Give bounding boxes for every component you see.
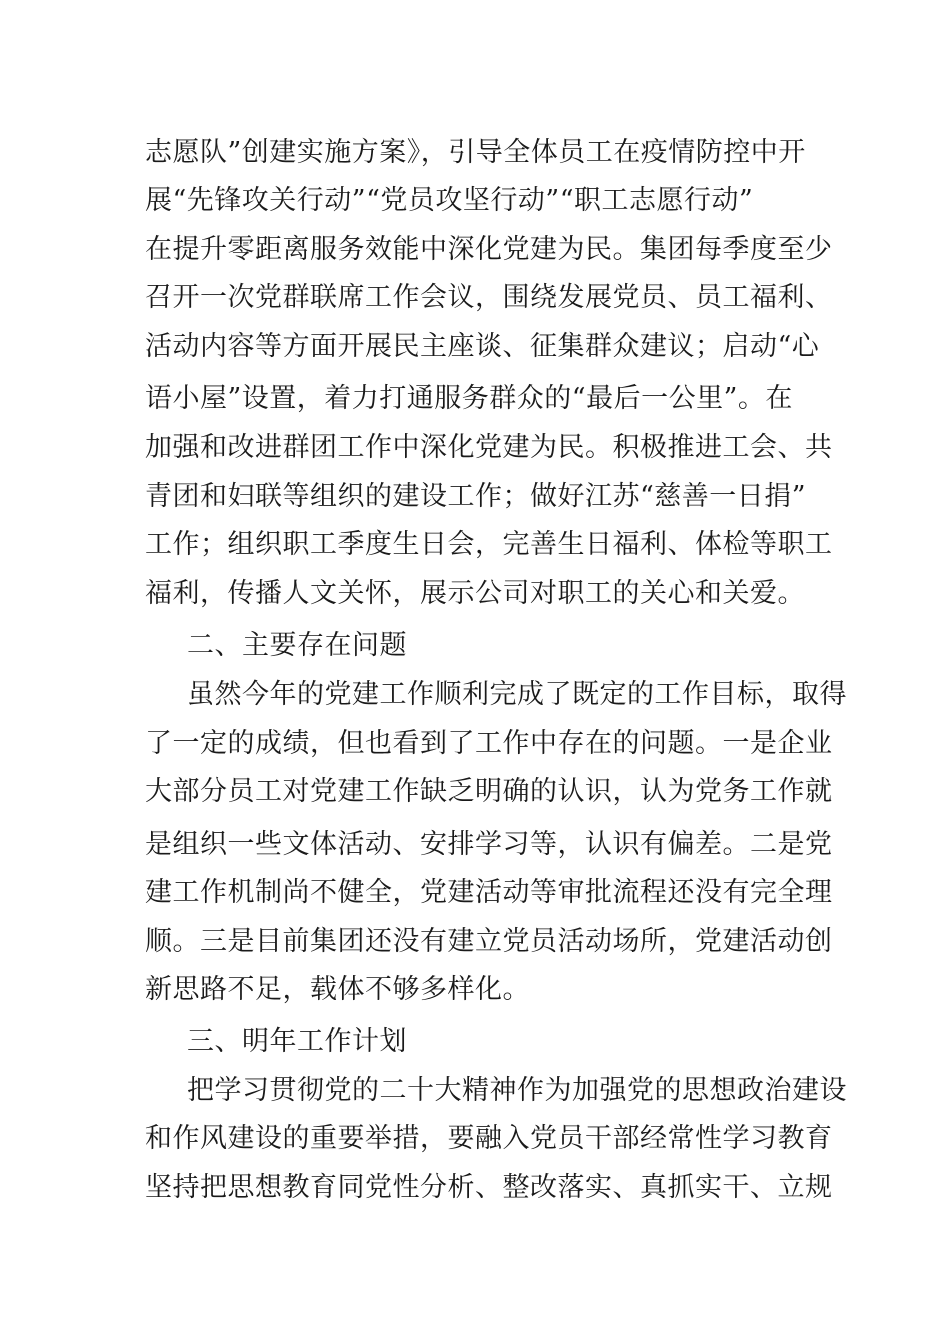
text-line: 虽然今年的党建工作顺利完成了既定的工作目标，取得 bbox=[187, 679, 847, 710]
text-line: 是组织一些文体活动、安排学习等，认识有偏差。二是党 bbox=[145, 829, 833, 860]
text-line: 顺。三是目前集团还没有建立党员活动场所，党建活动创 bbox=[145, 926, 833, 957]
text-line: 把学习贯彻党的二十大精神作为加强党的思想政治建设 bbox=[187, 1075, 847, 1106]
text-line: 了一定的成绩，但也看到了工作中存在的问题。一是企业 bbox=[145, 728, 833, 759]
text-line: 福利，传播人文关怀，展示公司对职工的关心和关爱。 bbox=[145, 578, 805, 609]
text-line: 坚持把思想教育同党性分析、整改落实、真抓实干、立规 bbox=[145, 1172, 833, 1203]
text-line: 志愿队”创建实施方案》，引导全体员工在疫情防控中开 bbox=[145, 137, 806, 168]
text-line: 建工作机制尚不健全，党建活动等审批流程还没有完全理 bbox=[145, 877, 833, 908]
text-line: 展“先锋攻关行动”“党员攻坚行动”“职工志愿行动” bbox=[145, 185, 754, 216]
text-line: 加强和改进群团工作中深化党建为民。积极推进工会、共 bbox=[145, 432, 833, 463]
section-heading: 二、主要存在问题 bbox=[187, 630, 407, 661]
text-line: 大部分员工对党建工作缺乏明确的认识，认为党务工作就 bbox=[145, 776, 833, 807]
text-line: 语小屋”设置，着力打通服务群众的“最后一公里”。在 bbox=[145, 383, 793, 414]
text-line: 和作风建设的重要举措，要融入党员干部经常性学习教育 bbox=[145, 1123, 833, 1154]
text-line: 新思路不足，载体不够多样化。 bbox=[145, 974, 530, 1005]
text-line: 在提升零距离服务效能中深化党建为民。集团每季度至少 bbox=[145, 234, 833, 265]
text-line: 工作；组织职工季度生日会，完善生日福利、体检等职工 bbox=[145, 529, 833, 560]
section-heading: 三、明年工作计划 bbox=[187, 1026, 407, 1057]
text-line: 召开一次党群联席工作会议，围绕发展党员、员工福利、 bbox=[145, 282, 833, 313]
text-line: 活动内容等方面开展民主座谈、征集群众建议；启动“心 bbox=[145, 331, 820, 362]
text-line: 青团和妇联等组织的建设工作；做好江苏“慈善一日捐” bbox=[145, 481, 807, 512]
